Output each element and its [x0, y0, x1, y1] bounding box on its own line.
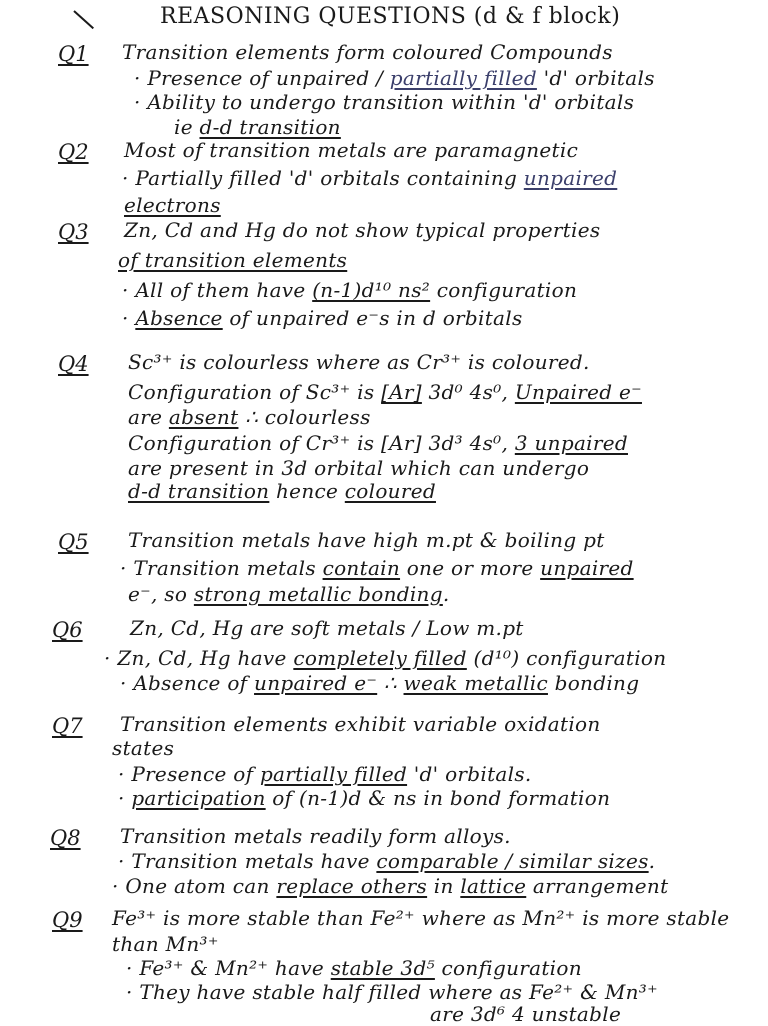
text-segment: · All of them have — [122, 278, 313, 302]
question-label: Q5 — [58, 530, 89, 554]
text-segment: 'd' orbitals. — [407, 762, 532, 786]
text-segment: ∴ colourless — [238, 405, 371, 429]
text-segment: Sc³⁺ is colourless where as Cr³⁺ is coloured. — [128, 350, 590, 374]
text-segment: . — [648, 849, 656, 873]
text-segment: (d¹⁰) configuration — [466, 646, 667, 670]
text-segment: Transition metals have high m.pt & boiling pt — [128, 528, 605, 552]
underlined-text: participation — [131, 786, 266, 810]
underlined-text: d-d transition — [128, 479, 270, 503]
answer-line — [122, 306, 523, 330]
underlined-text: comparable / similar sizes — [376, 849, 649, 873]
answer-line — [130, 616, 524, 640]
answer-line — [128, 582, 450, 606]
answer-line — [118, 762, 532, 786]
answer-line — [174, 115, 341, 139]
question-label: Q3 — [58, 220, 89, 244]
text-segment: ie — [174, 115, 200, 139]
text-segment: configuration — [430, 278, 578, 302]
text-segment: configuration — [434, 956, 582, 980]
underlined-text: electrons — [124, 193, 221, 217]
underlined-text: weak metallic — [403, 671, 548, 695]
answer-line — [134, 66, 655, 90]
question-label: Q2 — [58, 140, 89, 164]
question-label: Q9 — [52, 908, 83, 932]
text-segment: · They have stable half filled where as Fe²⁺ & Mn³⁺ — [126, 980, 658, 1004]
text-segment: e⁻, so — [128, 582, 194, 606]
answer-line — [104, 646, 666, 670]
underlined-text: partially filled — [259, 762, 408, 786]
answer-line — [128, 350, 590, 374]
text-segment: are — [128, 405, 169, 429]
answer-line — [124, 138, 578, 162]
answer-line — [122, 278, 577, 302]
answer-line — [112, 932, 219, 956]
answer-line — [124, 218, 600, 242]
answer-line — [126, 956, 582, 980]
text-segment: are 3d⁶ 4 unstable — [430, 1002, 622, 1026]
answer-line — [122, 40, 613, 64]
text-segment: states — [112, 736, 175, 760]
text-segment: than Mn³⁺ — [112, 932, 219, 956]
text-segment: Transition metals readily form alloys. — [120, 824, 511, 848]
answer-line — [128, 456, 589, 480]
answer-line — [128, 405, 371, 429]
text-segment: of (n-1)d & ns in bond formation — [265, 786, 611, 810]
text-segment: 3d⁰ 4s⁰, — [421, 380, 515, 404]
text-segment: · Absence of — [120, 671, 255, 695]
answer-line — [134, 90, 634, 114]
underlined-text: Unpaired e⁻ — [514, 380, 642, 404]
underlined-text: unpaired — [523, 166, 618, 190]
answer-line — [112, 874, 668, 898]
text-segment: Transition elements form coloured Compounds — [122, 40, 613, 64]
text-segment: in — [427, 874, 461, 898]
underlined-text: d-d transition — [199, 115, 341, 139]
underlined-text: [Ar] — [381, 380, 422, 404]
text-segment: · One atom can — [112, 874, 277, 898]
underlined-text: (n-1)d¹⁰ ns² — [312, 278, 431, 302]
text-segment: · Ability to undergo transition within 'd' orbitals — [134, 90, 635, 114]
answer-line — [128, 479, 436, 503]
answer-line — [126, 980, 658, 1004]
answer-line — [120, 556, 634, 580]
text-segment: · — [122, 306, 136, 330]
text-segment: · Zn, Cd, Hg have — [104, 646, 294, 670]
answer-line — [112, 736, 174, 760]
text-segment: are present in 3d orbital which can undergo — [128, 456, 590, 480]
question-label: Q4 — [58, 352, 89, 376]
underlined-text: lattice — [460, 874, 527, 898]
page-title: REASONING QUESTIONS (d & f block) — [160, 4, 621, 29]
text-segment: · Partially filled 'd' orbitals containing — [122, 166, 524, 190]
answer-line — [120, 671, 639, 695]
answer-line — [118, 786, 610, 810]
text-segment: bonding — [547, 671, 640, 695]
text-segment: Configuration of Cr³⁺ is [Ar] 3d³ 4s⁰, — [128, 431, 515, 455]
underlined-text: completely filled — [293, 646, 467, 670]
text-segment: Configuration of Sc³⁺ is — [128, 380, 382, 404]
answer-line — [128, 380, 642, 404]
answer-line — [124, 193, 221, 217]
text-segment: one or more — [400, 556, 541, 580]
underlined-text: contain — [322, 556, 401, 580]
text-segment: hence — [269, 479, 345, 503]
text-segment: · Fe³⁺ & Mn²⁺ have — [126, 956, 331, 980]
answer-line — [120, 824, 511, 848]
text-segment: · Transition metals — [120, 556, 323, 580]
text-segment: Transition elements exhibit variable oxidation — [120, 712, 601, 736]
answer-line — [120, 712, 601, 736]
text-segment: · Presence of — [118, 762, 260, 786]
answer-line — [118, 248, 347, 272]
answer-line — [430, 1002, 621, 1026]
answer-line — [118, 849, 655, 873]
underlined-text: replace others — [276, 874, 428, 898]
text-segment: arrangement — [526, 874, 669, 898]
underlined-text: of transition elements — [118, 248, 348, 272]
underlined-text: absent — [168, 405, 239, 429]
text-segment: unpaired / — [275, 66, 390, 90]
text-segment: · Transition metals have — [118, 849, 377, 873]
question-label: Q1 — [58, 42, 89, 66]
text-segment: Zn, Cd, Hg are soft metals / Low m.pt — [130, 616, 524, 640]
underlined-text: stable 3d⁵ — [330, 956, 435, 980]
underlined-text: partially filled — [389, 66, 537, 90]
answer-line — [122, 166, 617, 190]
text-segment: of unpaired e⁻s in d orbitals — [222, 306, 523, 330]
question-label: Q7 — [52, 714, 83, 738]
underlined-text: coloured — [344, 479, 436, 503]
text-segment: 'd' orbitals — [536, 66, 655, 90]
answer-line — [112, 906, 729, 930]
text-segment: Most of transition metals are paramagnetic — [124, 138, 579, 162]
text-segment: Zn, Cd and Hg do not show typical properties — [124, 218, 601, 242]
text-segment: · — [118, 786, 132, 810]
underlined-text: strong metallic bonding — [193, 582, 443, 606]
answer-line — [128, 431, 628, 455]
text-segment: . — [442, 582, 450, 606]
corner-mark — [73, 10, 94, 29]
underlined-text: 3 unpaired — [514, 431, 628, 455]
question-label: Q6 — [52, 618, 83, 642]
answer-line — [128, 528, 605, 552]
text-segment: · Presence of — [134, 66, 276, 90]
text-segment: ∴ — [377, 671, 404, 695]
underlined-text: Absence — [135, 306, 223, 330]
question-label: Q8 — [50, 826, 81, 850]
underlined-text: unpaired — [540, 556, 634, 580]
underlined-text: unpaired e⁻ — [254, 671, 378, 695]
text-segment: Fe³⁺ is more stable than Fe²⁺ where as Mn²⁺ is more stable — [112, 906, 730, 930]
